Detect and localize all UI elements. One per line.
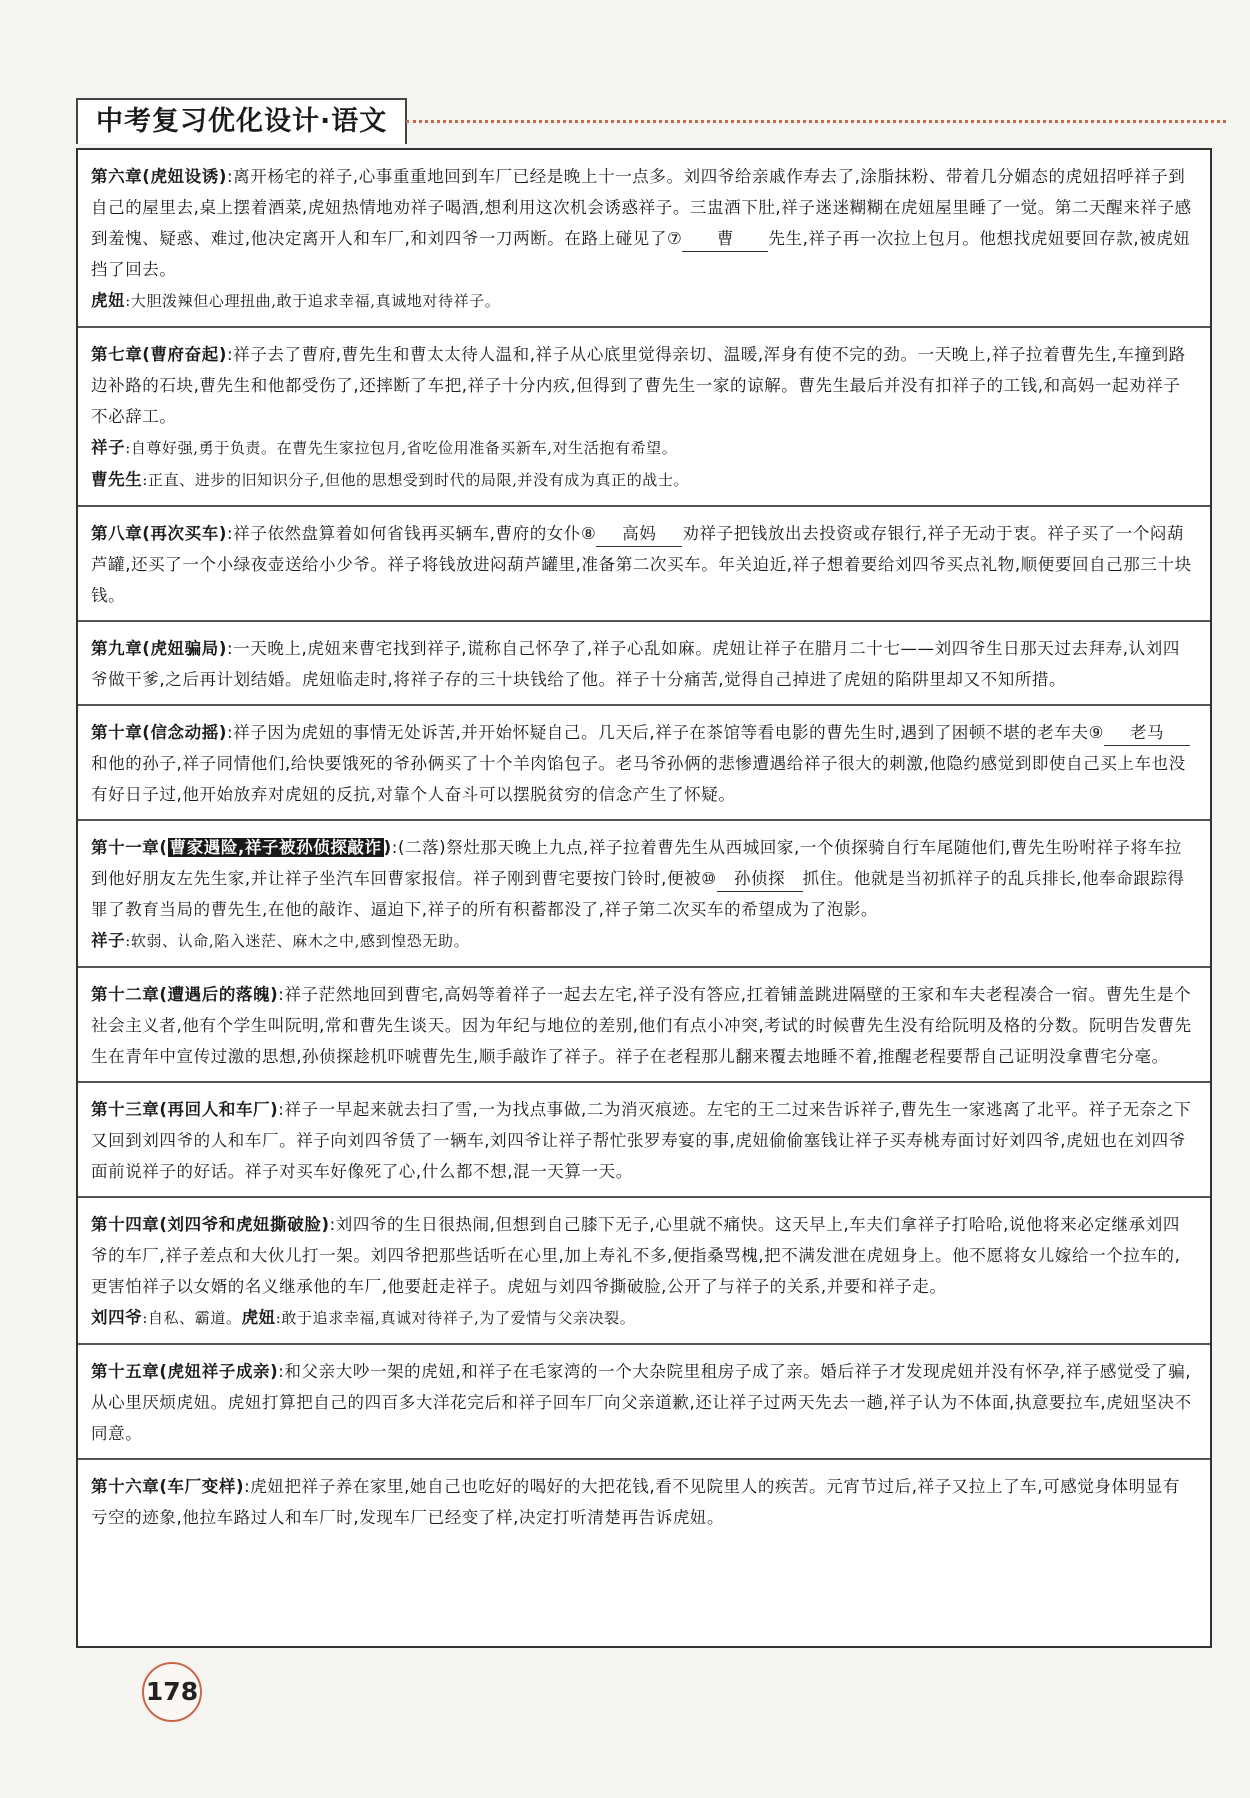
chapter-body-cont: 劝祥子把钱放出去投资或存银行,祥子无动于衷。祥子买了一个闷葫芦罐,还买了一个小绿夜壶送给小少爷。祥子将钱放进闷葫芦罐里,准备第二次买车。年关迫近,祥子想着要给刘四爷买点礼物,顺便要回自己那三十块钱。	[91, 524, 1192, 605]
highlighted-title: 曹家遇险,祥子被孙侦探敲诈	[169, 838, 382, 857]
answer-blank: 孙侦探	[717, 867, 803, 892]
chapter-heading-prefix: 第十一章(	[91, 838, 168, 857]
character-desc: :敢于追求幸福,真诚对待祥子,为了爱情与父亲决裂。	[275, 1309, 636, 1327]
chapter-body: :刘四爷的生日很热闹,但想到自己膝下无子,心里就不痛快。这天早上,车夫们拿祥子打哈哈,说他将来必定继承刘四爷的车厂,祥子差点和大伙儿打一架。刘四爷把那些话听在心里,加上寿礼不多,便指桑骂槐,把不满发泄在虎妞身上。他不愿将女儿嫁给一个拉车的,更害怕祥子以女婿的名义继承他的车厂,他要赶走祥子。虎妞与刘四爷撕破脸,公开了与祥子的关系,并要和祥子走。	[91, 1215, 1181, 1296]
chapter-15-section	[78, 1345, 1210, 1460]
chapter-heading: 第六章(虎妞设诱)	[91, 167, 227, 186]
chapter-heading: 第十四章(刘四爷和虎妞撕破脸)	[91, 1215, 330, 1234]
chapter-heading: 第十三章(再回人和车厂)	[91, 1100, 279, 1119]
chapter-16-section	[78, 1460, 1210, 1646]
chapter-body: :虎妞把祥子养在家里,她自己也吃好的喝好的大把花钱,看不见院里人的疾苦。元宵节过后,祥子又拉上了车,可感觉身体明显有亏空的迹象,他拉车路过人和车厂时,发现车厂已经变了样,决定打听清楚再告诉虎妞。	[91, 1477, 1180, 1527]
book-title: 中考复习优化设计·语文	[76, 98, 407, 144]
chapter-body-cont: 先生,祥子再一次拉上包月。他想找虎妞要回存款,被虎妞挡了回去。	[91, 229, 1191, 279]
chapter-heading: 第十章(信念动摇)	[91, 723, 227, 742]
character-name: 虎妞	[91, 291, 126, 310]
chapter-9-section	[78, 622, 1210, 706]
character-name: 祥子	[91, 438, 126, 457]
chapter-14-section	[78, 1198, 1210, 1345]
character-note	[91, 925, 1194, 957]
chapter-body-cont: 和他的孙子,祥子同情他们,给快要饿死的爷孙俩买了十个羊肉馅包子。老马爷孙俩的悲惨遭遇给祥子很大的刺激,他隐约感觉到即使自己买上车也没有好日子过,他开始放弃对虎妞的反抗,对靠个人奋斗可以摆脱贫穷的信念产生了怀疑。	[91, 754, 1186, 804]
chapter-heading: 第十五章(虎妞祥子成亲)	[91, 1362, 279, 1381]
chapter-12-section	[78, 968, 1210, 1083]
character-desc: :大胆泼辣但心理扭曲,敢于追求幸福,真诚地对待祥子。	[125, 292, 501, 310]
chapter-body: :离开杨宅的祥子,心事重重地回到车厂已经是晚上十一点多。刘四爷给亲戚作寿去了,涂脂抹粉、带着几分媚态的虎妞招呼祥子到自己的屋里去,桌上摆着酒菜,虎妞热情地劝祥子喝酒,想利用这次机会诱惑祥子。三盅酒下肚,祥子迷迷糊糊在虎妞屋里睡了一觉。第二天醒来祥子感到羞愧、疑惑、难过,他决定离开人和车厂,和刘四爷一刀两断。在路上碰见了⑦	[91, 167, 1192, 248]
chapter-13-section	[78, 1083, 1210, 1198]
header-dotted-rule	[406, 120, 1226, 123]
character-note	[91, 285, 1194, 317]
chapter-body: :(二落)祭灶那天晚上九点,祥子拉着曹先生从西城回家,一个侦探骑自行车尾随他们,曹先生吩咐祥子将车拉到他好朋友左先生家,并让祥子坐汽车回曹家报信。祥子刚到曹宅要按门铃时,便被⑩	[91, 838, 1182, 888]
chapter-heading	[91, 838, 392, 857]
chapter-body: :祥子茫然地回到曹宅,高妈等着祥子一起去左宅,祥子没有答应,扛着铺盖跳进隔壁的王家和车夫老程凑合一宿。曹先生是个社会主义者,他有个学生叫阮明,常和曹先生谈天。因为年纪与地位的差别,他们有点小冲突,考试的时候曹先生没有给阮明及格的分数。阮明告发曹先生在青年中宣传过激的思想,孙侦探趁机吓唬曹先生,顺手敲诈了祥子。祥子在老程那儿翻来覆去地睡不着,推醒老程要帮自己证明没拿曹宅分毫。	[91, 985, 1192, 1066]
page-number: 178	[142, 1662, 202, 1722]
answer-blank: 老马	[1104, 721, 1190, 746]
answer-blank: 高妈	[596, 522, 682, 547]
character-note	[91, 1302, 1194, 1334]
character-name: 刘四爷	[91, 1308, 143, 1327]
chapter-heading: 第九章(虎妞骗局)	[91, 639, 227, 658]
chapter-heading: 第十六章(车厂变样)	[91, 1477, 245, 1496]
chapter-body: :祥子依然盘算着如何省钱再买辆车,曹府的女仆⑧	[226, 524, 597, 543]
character-desc: :自尊好强,勇于负责。在曹先生家拉包月,省吃俭用准备买新车,对生活抱有希望。	[125, 439, 678, 457]
chapter-body: :一天晚上,虎妞来曹宅找到祥子,谎称自己怀孕了,祥子心乱如麻。虎妞让祥子在腊月二十七——刘四爷生日那天过去拜寿,认刘四爷做干爹,之后再计划结婚。虎妞临走时,将祥子存的三十块钱给了他。祥子十分痛苦,觉得自己掉进了虎妞的陷阱里却又不知所措。	[91, 639, 1180, 689]
answer-blank: 曹	[682, 227, 768, 252]
chapter-summary-box	[76, 148, 1212, 1648]
page-header	[76, 98, 1226, 148]
chapter-heading: 第十二章(遭遇后的落魄)	[91, 985, 279, 1004]
chapter-body-cont: 抓住。他就是当初抓祥子的乱兵排长,他奉命跟踪得罪了教育当局的曹先生,在他的敲诈、逼迫下,祥子的所有积蓄都没了,祥子第二次买车的希望成为了泡影。	[91, 869, 1185, 919]
chapter-heading-suffix: )	[383, 838, 392, 857]
chapter-body: :祥子一早起来就去扫了雪,一为找点事做,二为消灭痕迹。左宅的王二过来告诉祥子,曹先生一家逃离了北平。祥子无奈之下又回到刘四爷的人和车厂。祥子向刘四爷赁了一辆车,刘四爷让祥子帮忙张罗寿宴的事,虎妞偷偷塞钱让祥子买寿桃寿面讨好刘四爷,虎妞也在刘四爷面前说祥子的好话。祥子对买车好像死了心,什么都不想,混一天算一天。	[91, 1100, 1192, 1181]
chapter-body: :和父亲大吵一架的虎妞,和祥子在毛家湾的一个大杂院里租房子成了亲。婚后祥子才发现虎妞并没有怀孕,祥子感觉受了骗,从心里厌烦虎妞。虎妞打算把自己的四百多大洋花完后和祥子回车厂向父亲道歉,还让祥子过两天先去一趟,祥子认为不体面,执意要拉车,虎妞坚决不同意。	[91, 1362, 1192, 1443]
character-name: 虎妞	[241, 1308, 276, 1327]
chapter-body: :祥子因为虎妞的事情无处诉苦,并开始怀疑自己。几天后,祥子在茶馆等看电影的曹先生时,遇到了困顿不堪的老车夫⑨	[226, 723, 1104, 742]
chapter-7-section	[78, 328, 1210, 507]
chapter-6-section	[78, 150, 1210, 328]
character-name: 祥子	[91, 931, 126, 950]
chapter-11-section	[78, 821, 1210, 968]
chapter-heading: 第八章(再次买车)	[91, 524, 227, 543]
character-name: 曹先生	[91, 470, 143, 489]
chapter-heading: 第七章(曹府奋起)	[91, 345, 227, 364]
character-note	[91, 432, 1194, 464]
chapter-body: :祥子去了曹府,曹先生和曹太太待人温和,祥子从心底里觉得亲切、温暖,浑身有使不完的劲。一天晚上,祥子拉着曹先生,车撞到路边补路的石块,曹先生和他都受伤了,还摔断了车把,祥子十分内疚,但得到了曹先生一家的谅解。曹先生最后并没有扣祥子的工钱,和高妈一起劝祥子不必辞工。	[91, 345, 1186, 426]
chapter-8-section	[78, 507, 1210, 622]
character-desc: :自私、霸道。	[142, 1309, 242, 1327]
character-note	[91, 464, 1194, 496]
character-desc: :软弱、认命,陷入迷茫、麻木之中,感到惶恐无助。	[125, 932, 470, 950]
chapter-10-section	[78, 706, 1210, 821]
character-desc: :正直、进步的旧知识分子,但他的思想受到时代的局限,并没有成为真正的战士。	[142, 471, 690, 489]
